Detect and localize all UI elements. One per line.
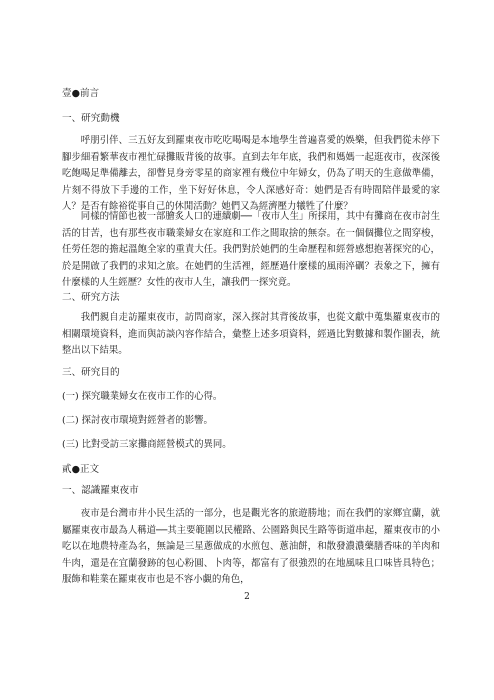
paragraph-motivation-2: 同樣的情節也被一部膾炙人口的連續劇──「夜市人生」所採用，其中有攤商在夜市討生活的甘苦，也有那些夜市職業婦女在家庭和工作之間取捨的無奈。在一個個攤位之間穿梭，任勞任怨的擔起溫飽全家的重責大任。我們對於她們的生命歷程和經營感想抱著探究的心，於是開啟了我們的求知之旅。在她們的生活裡，經歷過什麼樣的風雨淬礪？表象之下，擁有什麼樣的人生經歷？女性的夜市人生，讓我們一探究竟。 bbox=[62, 211, 440, 288]
purpose-item-2: (二) 探討夜市環境對經營者的影響。 bbox=[62, 415, 213, 426]
purpose-item-1: (一) 探究職業婦女在夜市工作的心得。 bbox=[62, 391, 223, 402]
subheading-luodong-night-market: 一、認識羅東夜市 bbox=[62, 485, 139, 496]
paragraph-motivation-1: 呼朋引伴、三五好友到羅東夜市吃吃喝喝是本地學生普遍喜愛的娛樂，但我們從未停下腳步細看繁華夜市裡忙碌攤販背後的故事。直到去年年底，我們和媽媽一起逛夜市，夜深後吃飽喝足準備離去，卻瞥見身旁零星的商家裡有幾位中年婦女，仍為了明天的生意做準備，片刻不得放下手邊的工作，坐下好好休息，令人深感好奇：她們是否有時間陪伴最愛的家人？是否有餘裕從事自己的休閒活動？她們又為經濟壓力犧牲了什麼？ bbox=[62, 135, 440, 212]
subheading-motivation: 一、研究動機 bbox=[62, 113, 120, 124]
page-number: 2 bbox=[244, 592, 250, 602]
subheading-purpose: 三、研究目的 bbox=[62, 367, 120, 378]
paragraph-night-market: 夜市是台灣市井小民生活的一部分，也是觀光客的旅遊勝地；而在我們的家鄉宜蘭，就屬羅東夜市最為人稱道──其主要範圍以民權路、公園路與民生路等街道串起，羅東夜市的小吃以在地農特產為名，無論是三星蔥做成的水煎包、蔥油餅，和散發濃濃藥膳香味的羊肉和牛肉，還是在宜蘭發跡的包心粉圓、卜肉等，都富有了很強烈的在地風味且口味皆具特色；服飾和鞋業在羅東夜市也是不容小覷的角色， bbox=[62, 508, 440, 585]
purpose-item-3: (三) 比對受訪三家攤商經營模式的異同。 bbox=[62, 439, 232, 450]
subheading-methods: 二、研究方法 bbox=[62, 292, 120, 303]
paragraph-methods: 我們親自走訪羅東夜市，訪問商家，深入探討其背後故事，也從文獻中蒐集羅東夜市的相關環境資料，進而與訪談內容作結合，彙整上述多項資料，經過比對數據和製作圖表，統整出以下結果。 bbox=[62, 312, 440, 356]
section-heading-preface: 壹●前言 bbox=[62, 88, 100, 99]
section-heading-body: 貳●正文 bbox=[62, 464, 100, 475]
